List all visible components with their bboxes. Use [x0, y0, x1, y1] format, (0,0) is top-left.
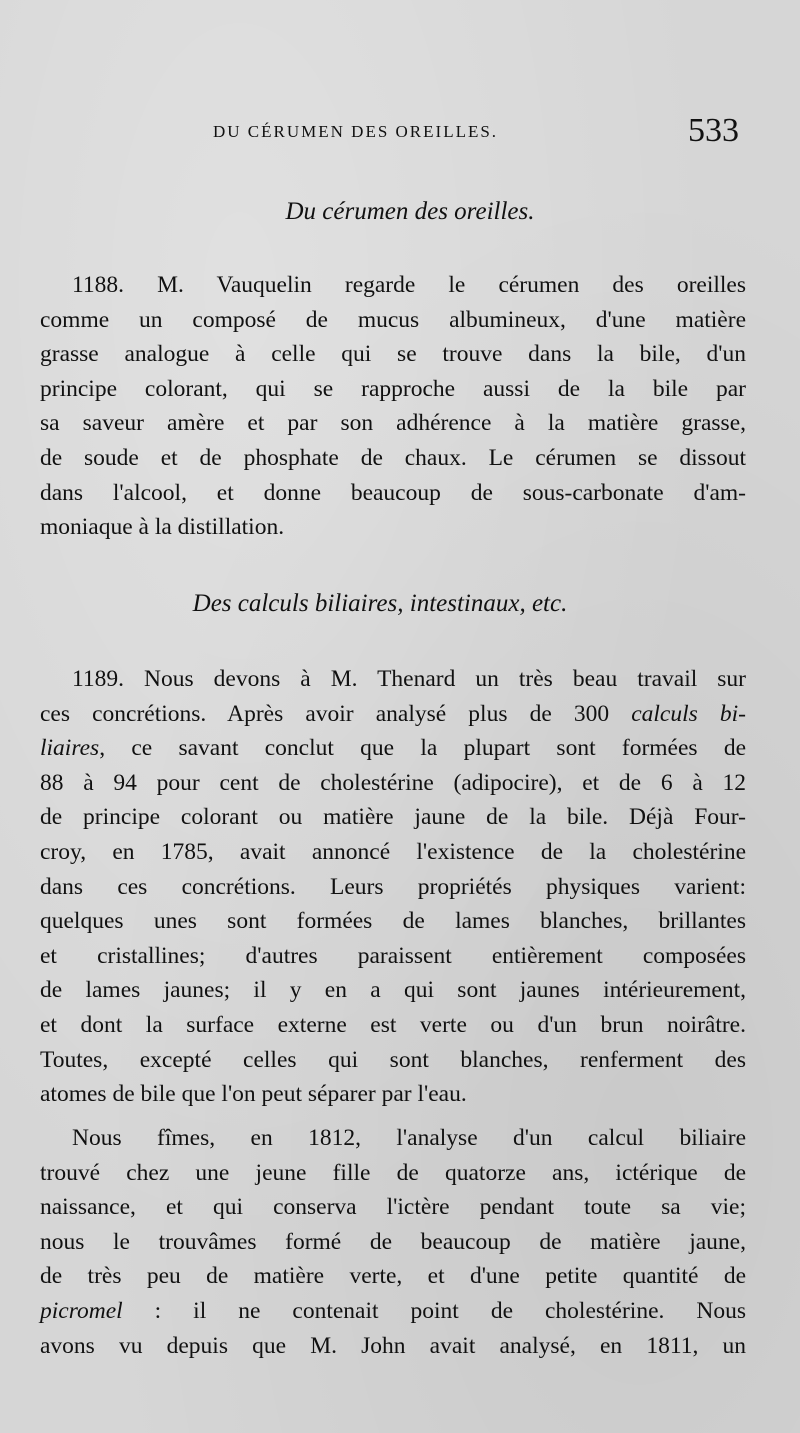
text-line	[40, 1121, 746, 1156]
text-run: atomes de bile que l'on peut séparer par l'eau.	[40, 1081, 467, 1108]
text-line: dans l'alcool, et donne beaucoup de sous-carbonate d'am-	[40, 479, 746, 506]
text-line	[40, 1294, 746, 1329]
text-run: Toutes, excepté celles qui sont blanches, renferment des	[40, 1046, 746, 1073]
section-heading-calculs: Des calculs biliaires, intestinaux, etc.	[192, 590, 568, 617]
text-line	[40, 1329, 746, 1364]
text-run: de principe colorant ou matière jaune de la bile. Déjà Four-	[40, 804, 746, 831]
text-run: : il ne contenait point de cholestérine. Nous	[122, 1297, 746, 1324]
text-run: 88 à 94 pour cent de cholestérine (adipocire), et de 6 à 12	[40, 769, 746, 796]
text-line	[40, 731, 746, 766]
text-run: avons vu depuis que M. John avait analysé, en 1811, un	[40, 1332, 746, 1359]
italic-run: picromel	[40, 1297, 123, 1324]
text-run: , ce savant conclut que la plupart sont formées de	[99, 735, 746, 762]
italic-run: liaires	[40, 735, 100, 762]
paragraph-1188	[40, 268, 746, 545]
text-line	[40, 939, 746, 974]
running-title: DU CÉRUMEN DES OREILLES.	[213, 122, 499, 141]
text-line	[40, 870, 746, 905]
text-run: de très peu de matière verte, et d'une petite quantité de	[40, 1263, 746, 1290]
italic-run: calculs bi-	[631, 700, 746, 727]
text-run: naissance, et qui conserva l'ictère pendant toute sa vie;	[40, 1194, 746, 1221]
text-run: ces concrétions. Après avoir analysé plus de 300	[40, 700, 632, 727]
text-line	[40, 1043, 746, 1078]
text-line: moniaque à la distillation.	[40, 514, 285, 541]
text-line: comme un composé de mucus albumineux, d'une matière	[40, 306, 746, 333]
text-line	[40, 1259, 746, 1294]
text-line: principe colorant, qui se rapproche aussi de la bile par	[40, 375, 746, 402]
text-line	[40, 800, 746, 835]
text-line	[40, 835, 746, 870]
text-run: croy, en 1785, avait annoncé l'existence de la cholestérine	[40, 838, 746, 865]
text-line	[40, 1077, 746, 1112]
text-line: sa saveur amère et par son adhérence à la matière grasse,	[40, 410, 746, 437]
text-line	[40, 1008, 746, 1043]
text-line	[40, 1190, 746, 1225]
text-run: Nous fîmes, en 1812, l'analyse d'un calcul biliaire	[72, 1125, 746, 1151]
text-run: quelques unes sont formées de lames blanches, brillantes	[40, 908, 746, 935]
text-line	[40, 1156, 746, 1191]
text-run: 1189. Nous devons à M. Thenard un très beau travail sur	[72, 666, 746, 692]
text-line	[40, 766, 746, 801]
paragraph-1189	[40, 662, 746, 1112]
text-line: 1188. M. Vauquelin regarde le cérumen des oreilles	[72, 272, 746, 298]
running-head	[0, 112, 800, 158]
paragraph-calcul-1812	[40, 1121, 746, 1363]
text-run: de lames jaunes; il y en a qui sont jaunes intérieurement,	[40, 977, 746, 1004]
text-line	[40, 973, 746, 1008]
text-line	[40, 904, 746, 939]
text-run: nous le trouvâmes formé de beaucoup de matière jaune,	[40, 1228, 746, 1255]
page-number: 533	[688, 112, 739, 149]
text-line	[40, 697, 746, 732]
text-run: trouvé chez une jeune fille de quatorze ans, ictérique de	[40, 1159, 746, 1186]
text-line	[40, 1225, 746, 1260]
text-run: et dont la surface externe est verte ou d'un brun noirâtre.	[40, 1011, 746, 1038]
text-line	[40, 662, 746, 697]
text-run: et cristallines; d'autres paraissent entièrement composées	[40, 942, 746, 969]
text-run: dans ces concrétions. Leurs propriétés physiques varient:	[40, 873, 746, 900]
section-heading-cerumen: Du cérumen des oreilles.	[285, 198, 535, 225]
text-line: grasse analogue à celle qui se trouve dans la bile, d'un	[40, 341, 746, 368]
text-line: de soude et de phosphate de chaux. Le cérumen se dissout	[40, 444, 746, 471]
